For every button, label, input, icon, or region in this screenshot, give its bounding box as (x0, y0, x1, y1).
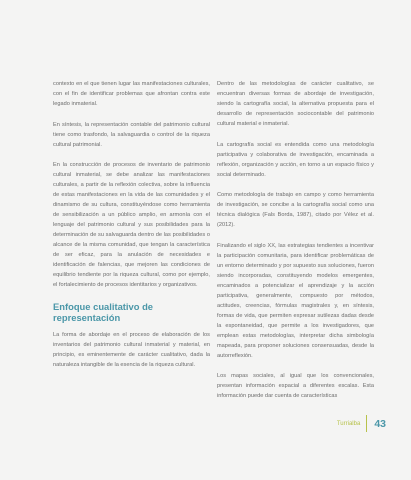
right-column (217, 79, 374, 412)
page-number: 43 (374, 417, 386, 430)
right-paragraph-1: Dentro de las metodologías de carácter cualitativo, se encuentran diversas formas de abordaje de investigación, siendo la cartografía social, la alternativa propuesta para el desarrollo de representación sociocontable del patrimonio cultural material e inmaterial. (217, 81, 374, 127)
right-paragraph-3: Como metodología de trabajo en campo y como herramienta de investigación, se concibe a la cartografía social como una técnica dialógica (Fals Borda, 1987), citado por Vélez et al. (2012). (217, 192, 374, 228)
left-paragraph-2: En síntesis, la representación contable del patrimonio cultural tiene como trasfondo, la salvaguardia o control de la riqueza cultural patrimonial. (53, 121, 210, 148)
left-paragraph-4: La forma de abordaje en el proceso de elaboración de los inventarios del patrimonio cultural inmaterial y material, en principio, es eminentemente de carácter cualitativo, dada la naturaleza intangible de la esencia de la riqueza cultural. (53, 331, 210, 368)
left-column (53, 79, 210, 380)
footer-label: Turrialba (336, 420, 361, 427)
section-heading: Enfoque cualitativo de representación (53, 300, 154, 323)
left-paragraph-3: En la construcción de procesos de inventario de patrimonio cultural inmaterial, se debe analizar las manifestaciones culturales, a partir de la reflexión colectiva, sobre la influencia de estas manifestaciones en la vida de las comunidades y el dinamismo de su cultura, constituyéndose como herramienta de sensibilización a un público amplio, en armonía con el lenguaje del patrimonio cultural y sus posibilidades para la determinación de su salvaguarda dentro de las posibilidades o alcance de la misma comunidad, que tengan la característica de ser eficaz, para la anulación de necesidades e identificación de falencias, que mejoren las condiciones de equilibrio tendiente por la riqueza cultural, como por ejemplo, el fortalecimiento de procesos identitarios y organizativos. (53, 162, 210, 288)
footer-divider (366, 415, 367, 432)
page-footer (337, 415, 386, 432)
right-paragraph-4: Finalizando el siglo XX, las estrategias tendientes a incentivar la participación comunitaria, para identificar problemáticas de un entorno determinado y por supuesto sus soluciones, fueron siendo incorporadas, constituyendo modelos emergentes, encaminados a potencializar el aprendizaje y la acción participativa, generalmente, compuesto por métodos, actitudes, creencias, fórmulas magistrales y, en síntesis, formas de vida, que permiten expresar sutilezas dadas desde la espontaneidad, que permite a los investigadores, que emplean estas metodologías, interpretar dicha simbología mapeada, para proponer soluciones consensuadas, desde la autorreflexión. (217, 242, 374, 359)
right-paragraph-5: Los mapas sociales, al igual que los convencionales, presentan información espacial a diferentes escalas. Esta información puede dar cuenta de características (217, 373, 374, 399)
right-paragraph-2: La cartografía social es entendida como una metodología participativa y colaborativa de investigación, encaminada a reflexión, organización y acción, en torno a un espacio físico y social determinado. (217, 141, 374, 178)
left-paragraph-1: contexto en el que tienen lugar las manifestaciones culturales, con el fin de identificar problemas que afrontan contra este legado inmaterial. (53, 81, 210, 107)
